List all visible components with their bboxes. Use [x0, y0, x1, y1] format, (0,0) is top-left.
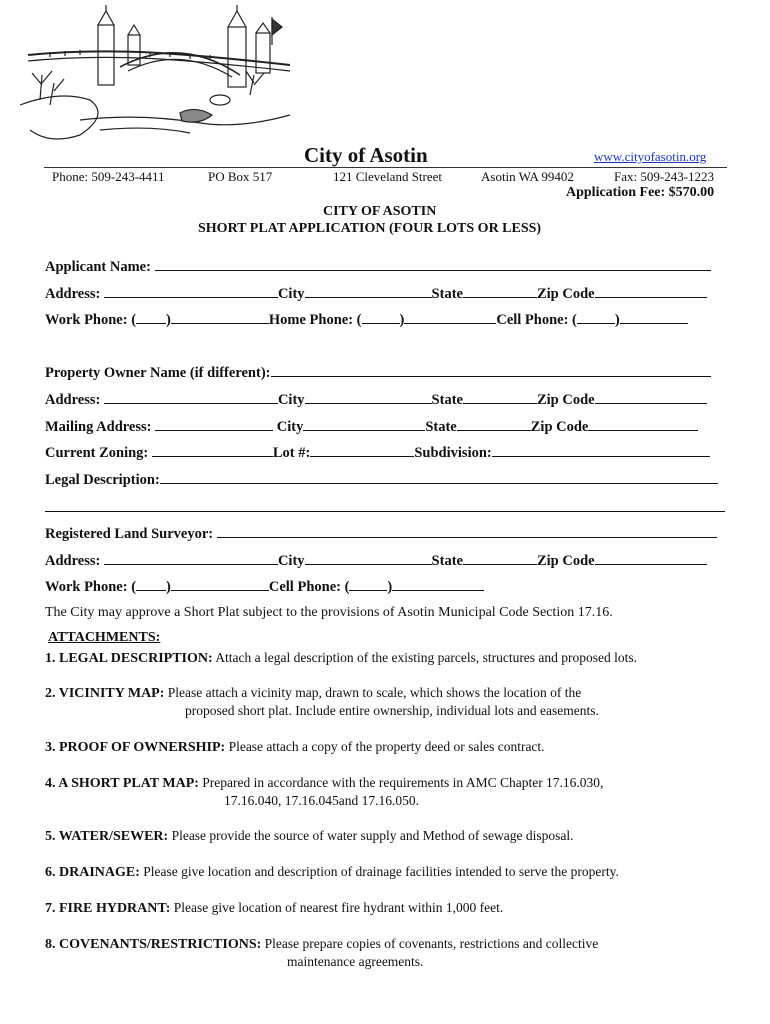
- subdivision-field[interactable]: [492, 443, 710, 457]
- address-label: Address:: [45, 286, 104, 302]
- city-field[interactable]: [303, 417, 425, 431]
- attachment-item: [45, 649, 637, 667]
- city-label: City: [277, 392, 305, 408]
- attachment-item: [45, 863, 619, 881]
- mailing-address-label: Mailing Address:: [45, 419, 156, 435]
- attachment-label: 5. WATER/SEWER:: [45, 829, 169, 844]
- lot-label: Lot #:: [272, 445, 311, 461]
- city-label: City: [277, 553, 305, 569]
- state-field[interactable]: [463, 390, 537, 404]
- paren: ): [614, 312, 620, 328]
- zip-field[interactable]: [588, 417, 698, 431]
- paren: ): [399, 312, 405, 328]
- applicant-name-label: Applicant Name:: [45, 259, 155, 275]
- surveyor-phones-row: [45, 577, 484, 596]
- city-field[interactable]: [305, 390, 432, 404]
- city-label: City: [277, 286, 305, 302]
- attachment-label: 1. LEGAL DESCRIPTION:: [45, 651, 213, 666]
- paren: ): [166, 312, 171, 328]
- address-field[interactable]: [104, 390, 278, 404]
- attachment-item: [45, 899, 503, 917]
- lot-field[interactable]: [310, 443, 414, 457]
- applicant-address-row: [45, 284, 707, 303]
- cell-phone-label: Cell Phone: (: [496, 312, 577, 328]
- po-box-text: PO Box 517: [208, 169, 273, 184]
- work-phone-label: Work Phone: (: [45, 579, 137, 595]
- state-label: State: [431, 553, 463, 569]
- legal-description-label: Legal Description:: [45, 472, 160, 488]
- zip-field[interactable]: [595, 551, 707, 565]
- cell-phone-area-field[interactable]: [577, 310, 615, 324]
- attachment-label: 4. A SHORT PLAT MAP:: [45, 776, 199, 791]
- attachment-item: [45, 774, 603, 792]
- form-title-line1: CITY OF ASOTIN: [323, 204, 437, 219]
- attachment-text: Prepared in accordance with the requirements in AMC Chapter 17.16.030,: [198, 775, 604, 790]
- subdivision-label: Subdivision:: [414, 445, 492, 461]
- cell-phone-label: Cell Phone: (: [268, 579, 350, 595]
- attachment-item: [45, 935, 598, 953]
- attachment-label: 2. VICINITY MAP:: [45, 686, 165, 701]
- attachments-heading: ATTACHMENTS:: [48, 630, 161, 645]
- application-fee: Application Fee: $570.00: [566, 185, 715, 200]
- state-field[interactable]: [463, 284, 537, 298]
- city-field[interactable]: [305, 284, 432, 298]
- work-phone-field[interactable]: [171, 577, 269, 591]
- cell-phone-area-field[interactable]: [349, 577, 387, 591]
- zoning-row: [45, 443, 710, 462]
- property-owner-label: Property Owner Name (if different):: [45, 365, 271, 381]
- mailing-address-row: [45, 417, 698, 436]
- property-owner-row: [45, 363, 711, 382]
- zip-label: Zip Code: [530, 419, 589, 435]
- bridge-logo: [20, 5, 300, 150]
- surveyor-field[interactable]: [217, 524, 717, 538]
- attachment-text: Please attach a copy of the property deed or sales contract.: [225, 739, 545, 754]
- current-zoning-field[interactable]: [152, 443, 273, 457]
- city-state-zip-text: Asotin WA 99402: [481, 169, 574, 184]
- current-zoning-label: Current Zoning:: [45, 445, 152, 461]
- approval-note: The City may approve a Short Plat subject to the provisions of Asotin Municipal Code Section 17.16.: [45, 605, 613, 620]
- state-label: State: [425, 419, 457, 435]
- zip-field[interactable]: [595, 390, 707, 404]
- attachment-text: Attach a legal description of the existing parcels, structures and proposed lots.: [212, 650, 638, 665]
- address-label: Address:: [45, 392, 104, 408]
- zip-field[interactable]: [595, 284, 707, 298]
- attachment-text-cont: 17.16.040, 17.16.045and 17.16.050.: [224, 793, 419, 808]
- applicant-name-row: [45, 257, 711, 276]
- fax-text: Fax: 509-243-1223: [614, 169, 715, 184]
- state-field[interactable]: [463, 551, 537, 565]
- attachment-text-cont: maintenance agreements.: [287, 954, 424, 969]
- surveyor-address-row: [45, 551, 707, 570]
- zip-label: Zip Code: [536, 392, 595, 408]
- street-text: 121 Cleveland Street: [333, 169, 443, 184]
- address-field[interactable]: [104, 551, 278, 565]
- attachment-item: [45, 738, 545, 756]
- header-divider: [44, 167, 727, 168]
- state-field[interactable]: [457, 417, 531, 431]
- legal-description-row: [45, 470, 718, 489]
- home-phone-label: Home Phone: (: [268, 312, 362, 328]
- city-field[interactable]: [305, 551, 432, 565]
- property-owner-field[interactable]: [271, 363, 711, 377]
- attachment-text: Please attach a vicinity map, drawn to scale, which shows the location of the: [164, 685, 582, 700]
- attachment-text: Please prepare copies of covenants, restrictions and collective: [261, 936, 599, 951]
- address-field[interactable]: [104, 284, 278, 298]
- city-label: City: [276, 419, 304, 435]
- work-phone-area-field[interactable]: [136, 577, 166, 591]
- cell-phone-field[interactable]: [620, 310, 688, 324]
- attachment-label: 3. PROOF OF OWNERSHIP:: [45, 740, 226, 755]
- attachment-text: Please provide the source of water supply and Method of sewage disposal.: [168, 828, 574, 843]
- form-title-line2: SHORT PLAT APPLICATION (FOUR LOTS OR LESS): [198, 221, 542, 236]
- applicant-phones-row: [45, 310, 688, 329]
- cell-phone-field[interactable]: [392, 577, 484, 591]
- work-phone-area-field[interactable]: [136, 310, 166, 324]
- surveyor-row: [45, 524, 717, 543]
- mailing-address-field[interactable]: [155, 417, 273, 431]
- attachment-item: [45, 827, 573, 845]
- attachment-label: 8. COVENANTS/RESTRICTIONS:: [45, 937, 262, 952]
- zip-label: Zip Code: [536, 553, 595, 569]
- attachment-text: Please give location of nearest fire hydrant within 1,000 feet.: [170, 900, 504, 915]
- website-link[interactable]: www.cityofasotin.org: [594, 149, 707, 164]
- attachment-label: 7. FIRE HYDRANT:: [45, 901, 171, 916]
- state-label: State: [431, 286, 463, 302]
- home-phone-area-field[interactable]: [362, 310, 400, 324]
- legal-description-line2[interactable]: [45, 511, 725, 512]
- attachment-label: 6. DRAINAGE:: [45, 865, 140, 880]
- legal-description-field[interactable]: [160, 470, 718, 484]
- paren: ): [387, 579, 393, 595]
- zip-label: Zip Code: [536, 286, 595, 302]
- paren: ): [166, 579, 171, 595]
- home-phone-field[interactable]: [404, 310, 496, 324]
- city-title: City of Asotin: [304, 143, 428, 167]
- address-label: Address:: [45, 553, 104, 569]
- phone-text: Phone: 509-243-4411: [52, 169, 165, 184]
- surveyor-label: Registered Land Surveyor:: [45, 526, 217, 542]
- work-phone-field[interactable]: [171, 310, 269, 324]
- state-label: State: [431, 392, 463, 408]
- attachment-text-cont: proposed short plat. Include entire ownership, individual lots and easements.: [185, 703, 599, 718]
- owner-address-row: [45, 390, 707, 409]
- attachment-text: Please give location and description of drainage facilities intended to serve the property.: [139, 864, 619, 879]
- attachment-item: [45, 684, 581, 702]
- work-phone-label: Work Phone: (: [45, 312, 137, 328]
- applicant-name-field[interactable]: [155, 257, 711, 271]
